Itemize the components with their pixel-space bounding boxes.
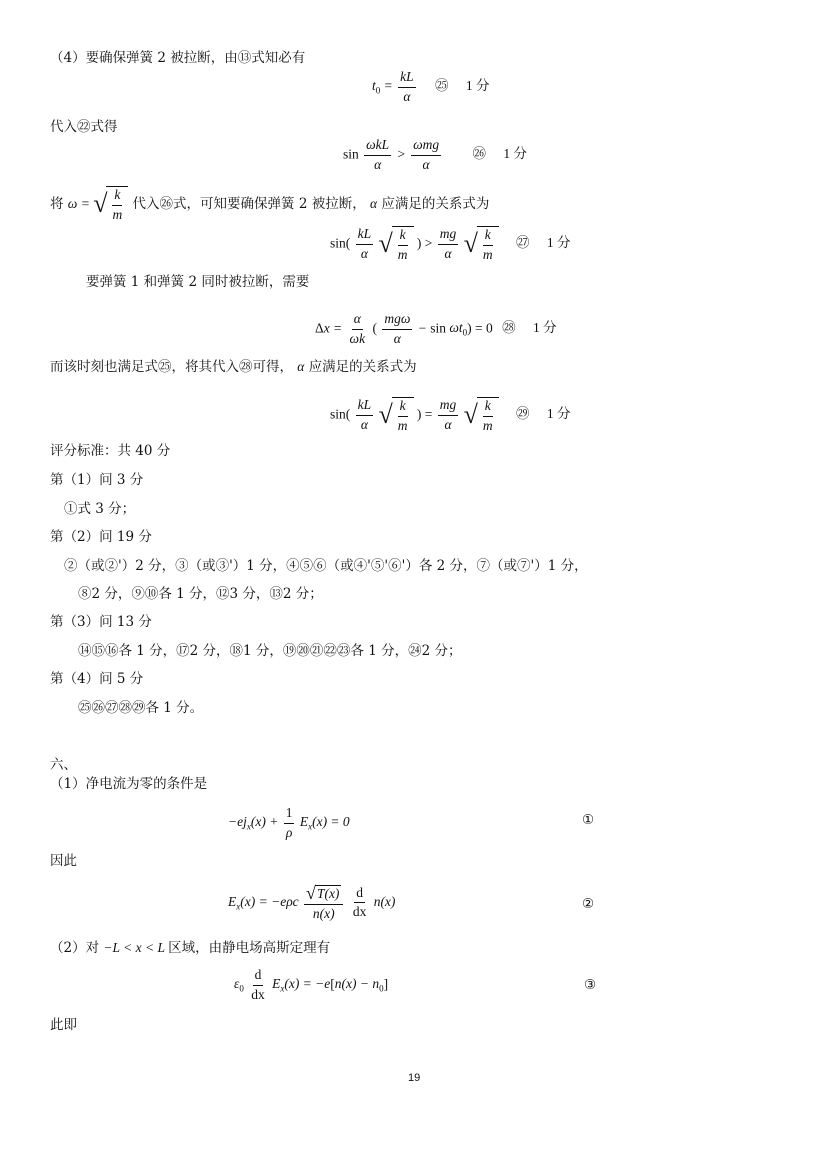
scoring-q1-detail: ①式 3 分； xyxy=(64,501,136,517)
equation-25-points: 1 分 xyxy=(465,78,490,94)
section6-therefore: 因此 xyxy=(50,853,77,869)
equation-28: Δx = $\frac{\alpha}{\omega k}$ ( $\frac{\text{mgω}}{\alpha}$ − $\sin \omega t_0) = 0$ ㉘ 1 分 xyxy=(315,311,557,346)
equation-25: $t_0$ = $\frac{kL}{\alpha}$ ㉕ 1 分 xyxy=(372,69,490,104)
equation-6-3-tag: ③ xyxy=(584,977,597,993)
equation-28-points: 1 分 xyxy=(533,320,557,336)
section6-part1-intro: （1）净电流为零的条件是 xyxy=(50,776,208,792)
scoring-title: 评分标准：共 40 分 xyxy=(50,443,171,459)
equation-27-tag: ㉗ xyxy=(516,235,530,251)
scoring-q3: 第（3）问 13 分 xyxy=(50,614,152,630)
equation-26-tag: ㉖ xyxy=(472,146,486,162)
equation-6-1-tag: ① xyxy=(582,812,595,828)
part4-condition-middle: 代入㉖式，可知要确保弹簧 2 被拉断， xyxy=(132,195,366,212)
equation-29: sin( $\frac{kL}{\alpha}$ √ $\frac{k}{m}$ ) = $\frac{mg}{\alpha}$ √ $\frac{k}{m}$ ㉙ 1 分 xyxy=(330,397,571,433)
part4-final-suffix: 应满足的关系式为 xyxy=(308,359,417,375)
equation-29-points: 1 分 xyxy=(546,406,571,422)
part4-both-springs: 要弹簧 1 和弹簧 2 同时被拉断，需要 xyxy=(86,274,310,290)
equation-28-tag: ㉘ xyxy=(502,320,516,336)
equation-26-points: 1 分 xyxy=(503,146,527,162)
section6-part2-prefix: （2）对 xyxy=(50,940,100,956)
part4-condition-suffix: 应满足的关系式为 xyxy=(381,195,490,212)
scoring-q3-detail: ⑭⑮⑯各 1 分，⑰2 分，⑱1 分，⑲⑳㉑㉒㉓各 1 分，㉔2 分； xyxy=(78,643,462,659)
page-number: 19 xyxy=(408,1072,421,1084)
scoring-q2-detail-1: ②（或②'）2 分，③（或③'）1 分，④⑤⑥（或④'⑤'⑥'）各 2 分，⑦（或⑦'）1 分， xyxy=(64,558,588,574)
section6-part2-suffix: 区域，由静电场高斯定理有 xyxy=(168,940,331,956)
part4-substitute: 代入㉒式得 xyxy=(50,119,118,135)
scoring-q4-detail: ㉕㉖㉗㉘㉙各 1 分。 xyxy=(78,700,204,716)
part4-final-prefix: 而该时刻也满足式㉕，将其代入㉘可得， xyxy=(50,359,293,375)
equation-26: sin $\frac{\text{ωkL}}{\alpha}$ > $\frac{\text{ωmg}}{\alpha}$ ㉖ 1 分 xyxy=(343,137,527,172)
equation-27-points: 1 分 xyxy=(546,235,571,251)
equation-29-tag: ㉙ xyxy=(516,406,530,422)
section6-that-is: 此即 xyxy=(50,1017,77,1033)
equation-27: sin( $\frac{kL}{\alpha}$ √ $\frac{k}{m}$ ) > $\frac{mg}{\alpha}$ √ $\frac{k}{m}$ ㉗ 1 分 xyxy=(330,226,571,262)
scoring-q4: 第（4）问 5 分 xyxy=(50,671,144,687)
scoring-q2: 第（2）问 19 分 xyxy=(50,529,152,545)
equation-6-1: $-ej_x(x)$ + $\frac{1}{\rho}$ $E_x(x) = 0$ xyxy=(228,805,350,840)
scoring-q1: 第（1）问 3 分 xyxy=(50,472,144,488)
part4-final-line: 而该时刻也满足式㉕，将其代入㉘可得， α 应满足的关系式为 xyxy=(50,359,417,375)
equation-6-2: $E_x(x) = -e\rho c$ √ T(x) n(x) $\frac{d}{dx}$ n(x) xyxy=(228,883,396,921)
part4-condition-line: 将 ω = √ $\frac{k}{m}$ 代入㉖式，可知要确保弹簧 2 被拉断， α 应满足的关系式为 xyxy=(50,187,490,222)
section6-part2-line: （2）对 −L < x < L 区域，由静电场高斯定理有 xyxy=(50,940,331,956)
equation-25-tag: ㉕ xyxy=(435,78,449,94)
equation-6-3: $\varepsilon_0$ $\frac{d}{dx}$ $E_x(x) = -e[n(x) - n_0]$ xyxy=(234,967,389,1002)
part4-condition-prefix: 将 xyxy=(50,195,64,212)
scoring-q2-detail-2: ⑧2 分，⑨⑩各 1 分，⑫3 分，⑬2 分； xyxy=(78,586,323,602)
equation-6-2-tag: ② xyxy=(582,896,595,912)
section6-heading: 六、 xyxy=(50,757,77,773)
part4-intro: （4）要确保弹簧 2 被拉断，由⑬式知必有 xyxy=(50,50,306,66)
